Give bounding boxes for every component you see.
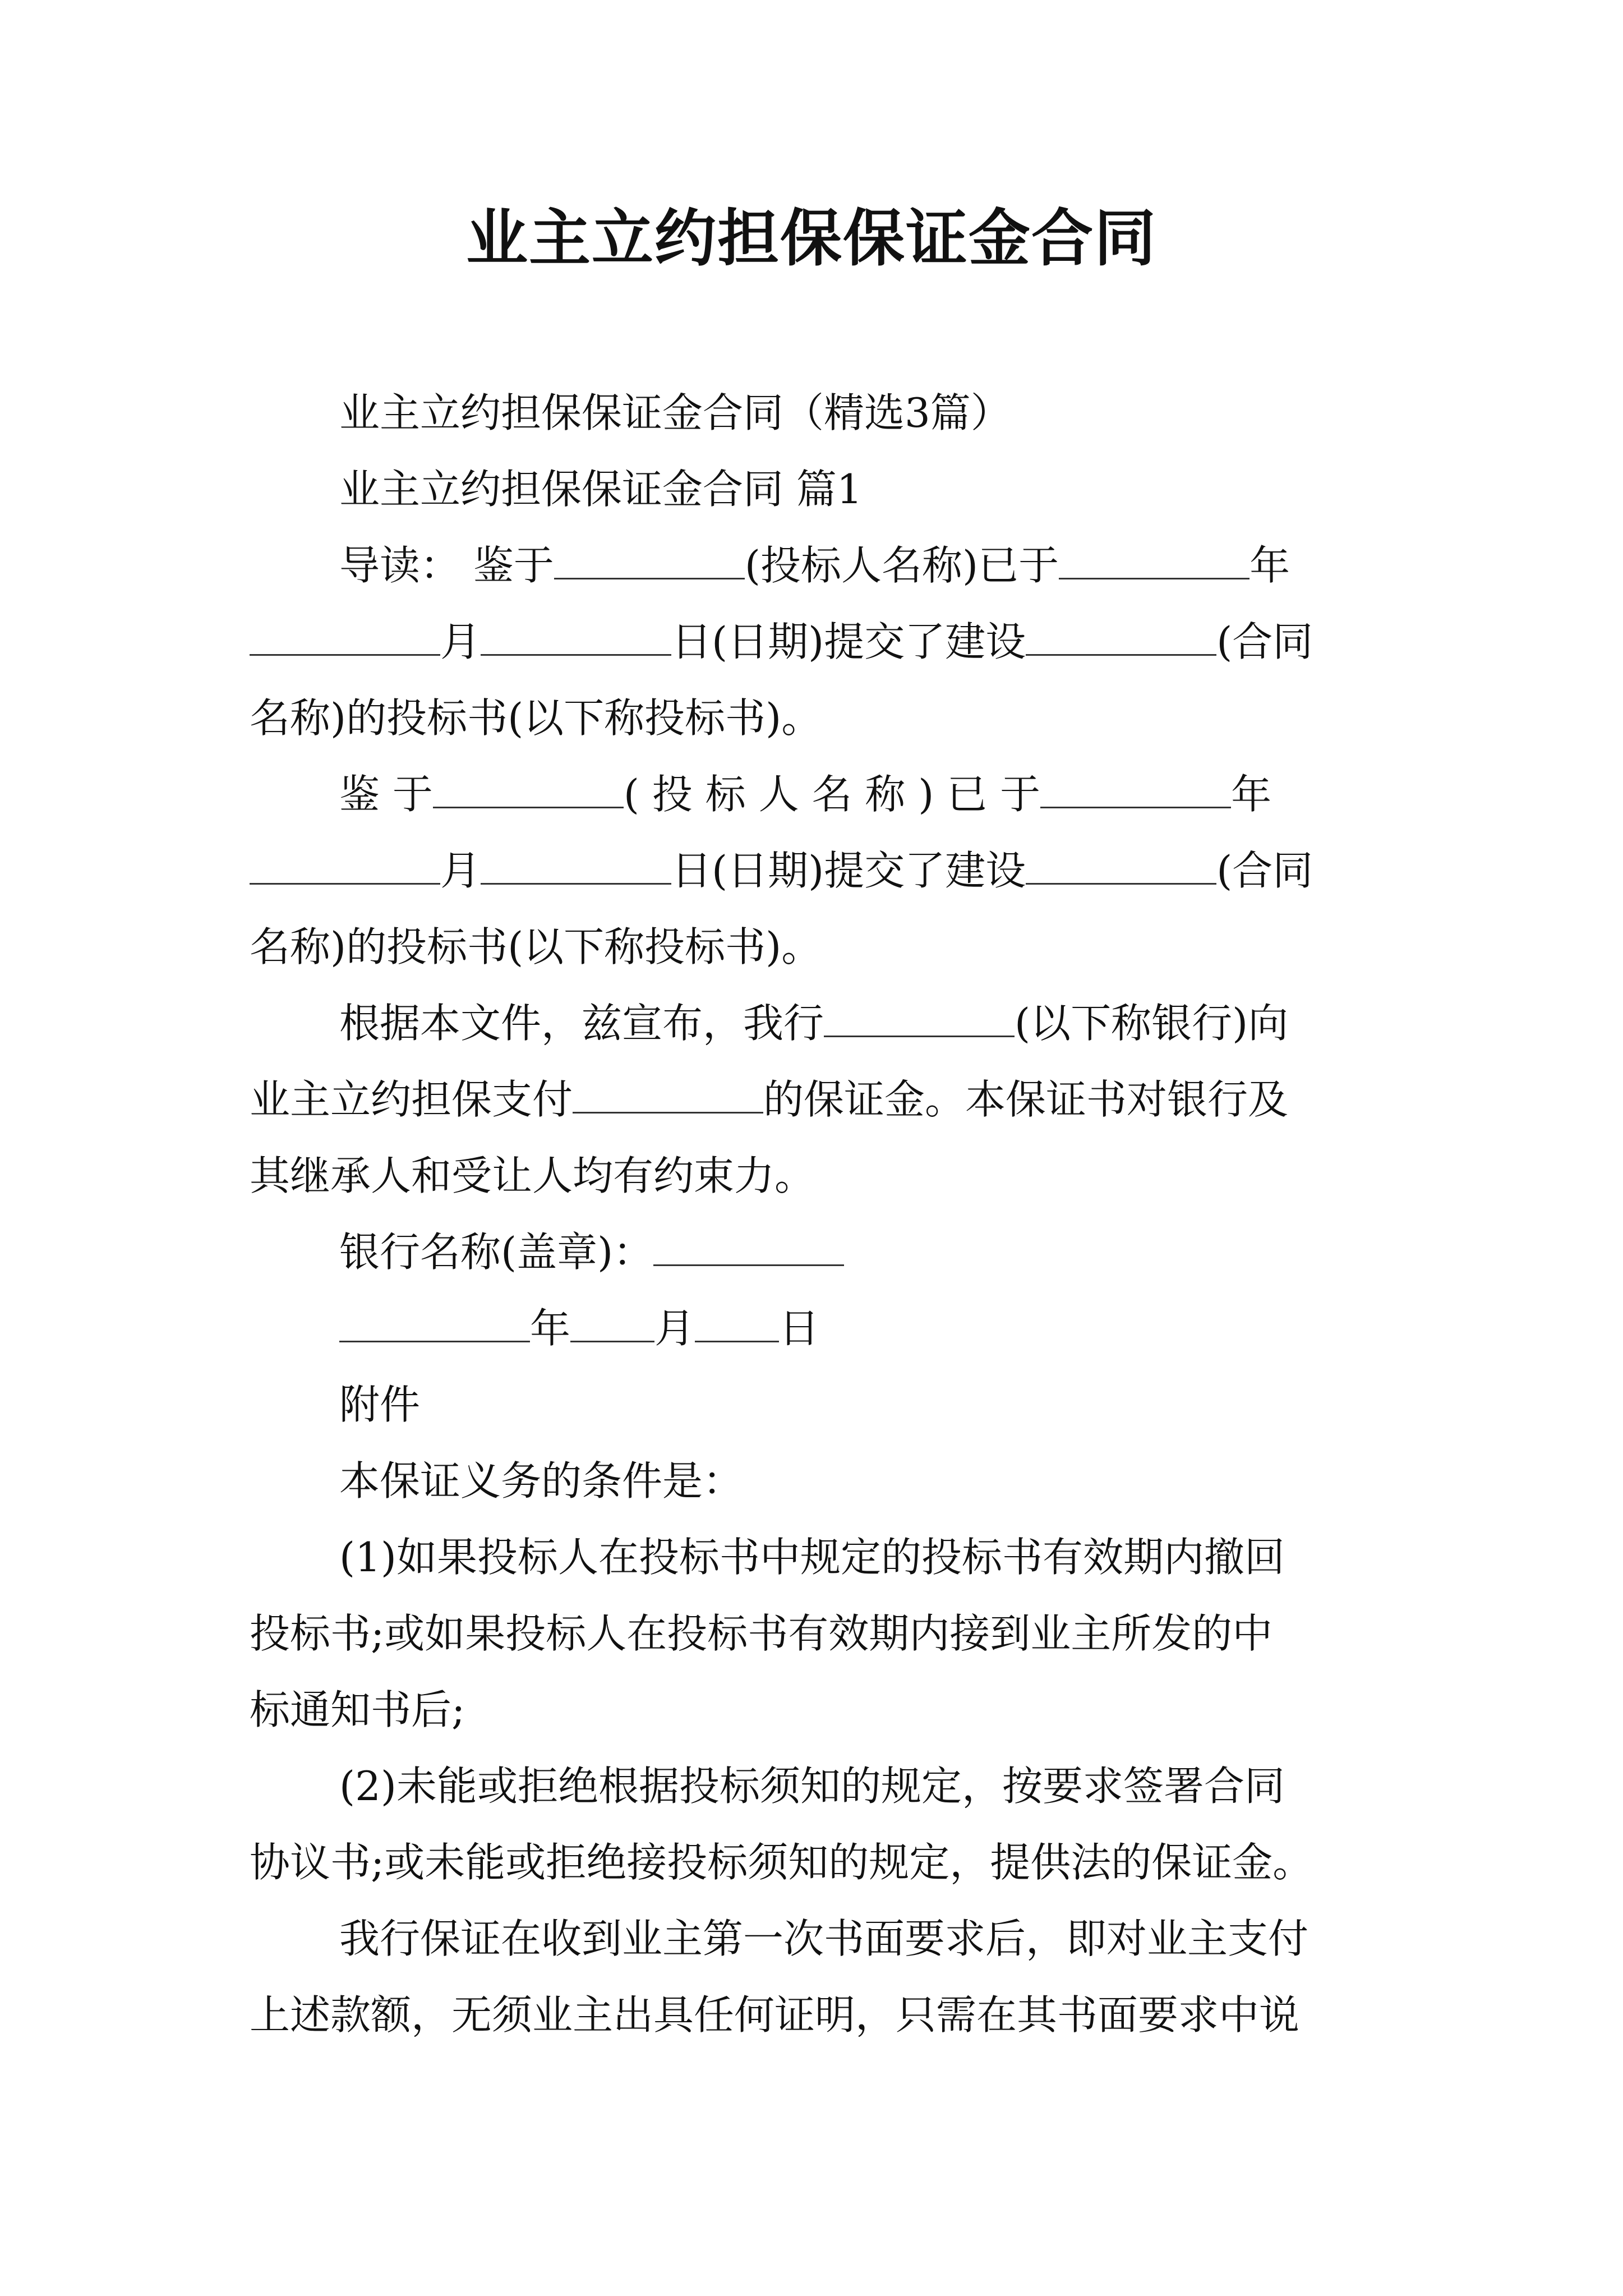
text: 业主立约担保保证金合同（精选3篇）	[339, 389, 1011, 436]
text: 附件	[339, 1381, 421, 1428]
paragraph-line	[250, 375, 1382, 451]
paragraph-line	[250, 985, 1382, 1061]
text: 名称)的投标书(以下称投标书)。	[250, 923, 822, 970]
paragraph-line	[250, 909, 1382, 985]
paragraph-line	[250, 1138, 1382, 1214]
text: (2)未能或拒绝根据投标须知的规定，按要求签署合同	[339, 1763, 1285, 1810]
text: 根据本文件，兹宣布，我行	[339, 1000, 824, 1047]
document-body	[250, 375, 1382, 2053]
text: 月	[440, 618, 481, 665]
text: 鉴 于	[339, 771, 433, 818]
fill-blank	[653, 1227, 844, 1266]
fill-blank	[573, 1075, 763, 1114]
fill-blank	[433, 770, 624, 808]
paragraph-line	[250, 1366, 1382, 1443]
text: 标通知书后;	[250, 1686, 465, 1733]
text: 协议书;或未能或拒绝接投标须知的规定，提供法的保证金。	[250, 1839, 1313, 1886]
text: 月	[654, 1305, 695, 1352]
paragraph-line	[250, 1061, 1382, 1138]
text: 其继承人和受让人均有约束力。	[250, 1152, 815, 1199]
text: 我行保证在收到业主第一次书面要求后，即对业主支付	[339, 1915, 1309, 1962]
text: 年	[530, 1305, 571, 1352]
paragraph-line	[250, 1824, 1382, 1901]
fill-blank	[1026, 846, 1216, 885]
text: (投标人名称)已于	[744, 542, 1059, 589]
paragraph-line	[250, 1595, 1382, 1672]
text: 日(日期)提交了建设	[671, 618, 1026, 665]
paragraph-line	[250, 1443, 1382, 1519]
fill-blank	[554, 541, 745, 579]
fill-blank	[1059, 541, 1249, 579]
paragraph-line	[250, 1901, 1382, 1977]
paragraph-line	[250, 1977, 1382, 2053]
paragraph-line	[250, 1672, 1382, 1748]
text: 年	[1249, 542, 1290, 589]
paragraph-line	[250, 680, 1382, 756]
text: (1)如果投标人在投标书中规定的投标书有效期内撤回	[339, 1534, 1285, 1581]
text: (合同	[1216, 618, 1313, 665]
text: 的保证金。本保证书对银行及	[763, 1076, 1289, 1123]
fill-blank	[481, 846, 671, 885]
document-title: 业主立约担保保证金合同	[466, 202, 1157, 274]
text: (以下称银行)向	[1015, 1000, 1289, 1047]
paragraph-line	[250, 756, 1382, 832]
text: 月	[440, 847, 481, 894]
paragraph-line	[250, 1290, 1382, 1366]
text: 投标书;或如果投标人在投标书有效期内接到业主所发的中	[250, 1610, 1273, 1657]
paragraph-line	[250, 1214, 1382, 1290]
fill-blank	[250, 617, 440, 656]
fill-blank	[250, 846, 440, 885]
text: 名称)的投标书(以下称投标书)。	[250, 694, 822, 742]
text: 上述款额，无须业主出具任何证明，只需在其书面要求中说	[250, 1991, 1300, 2039]
text: 日	[779, 1305, 820, 1352]
fill-blank	[481, 617, 671, 656]
text: 业主立约担保支付	[250, 1076, 573, 1123]
fill-blank	[695, 1304, 779, 1342]
text: 日(日期)提交了建设	[671, 847, 1026, 894]
text: (合同	[1216, 847, 1313, 894]
paragraph-line	[250, 832, 1382, 909]
paragraph-line	[250, 1748, 1382, 1824]
text: ( 投 标 人 名 称 ) 已 于	[623, 771, 1041, 818]
paragraph-line	[250, 1519, 1382, 1595]
fill-blank	[339, 1304, 530, 1342]
paragraph-line	[250, 527, 1382, 604]
paragraph-line	[250, 604, 1382, 680]
fill-blank	[1040, 770, 1231, 808]
text: 银行名称(盖章)：	[339, 1228, 654, 1276]
text: 业主立约担保保证金合同 篇1	[339, 466, 863, 513]
fill-blank	[1026, 617, 1216, 656]
text: 导读： 鉴于	[339, 542, 554, 589]
paragraph-line	[250, 451, 1382, 527]
fill-blank	[824, 999, 1015, 1037]
text: 本保证义务的条件是：	[339, 1457, 744, 1504]
fill-blank	[570, 1304, 654, 1342]
text: 年	[1231, 771, 1272, 818]
